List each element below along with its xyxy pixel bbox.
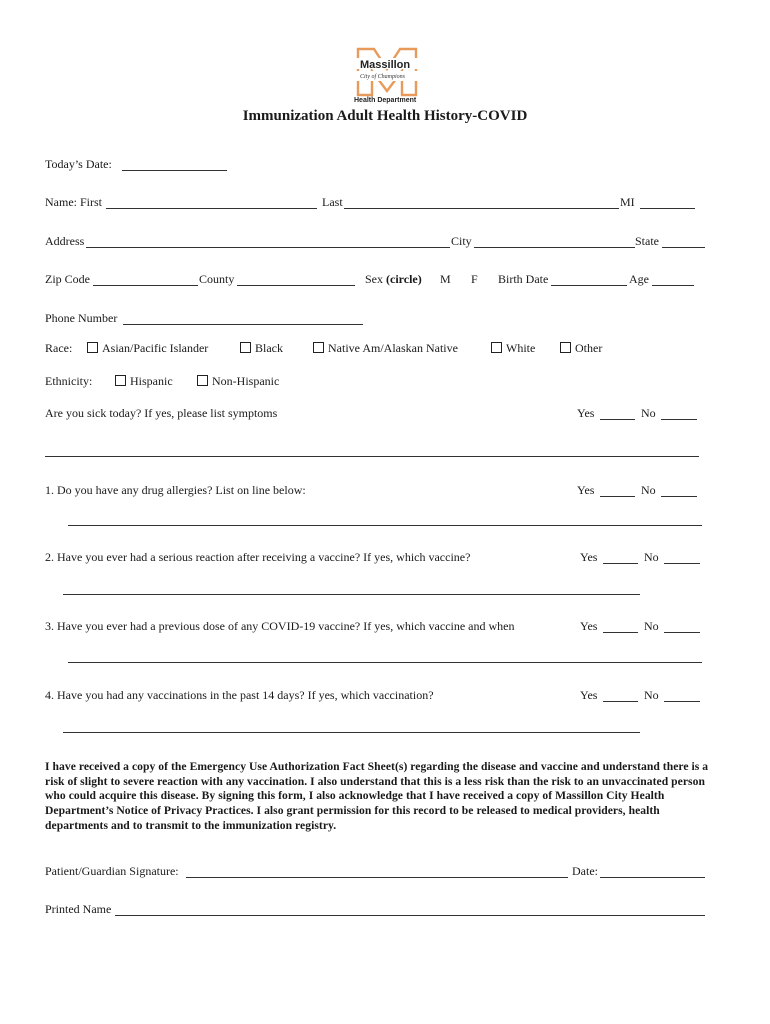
question-2-answer-field[interactable] (63, 594, 640, 595)
race-option-native[interactable]: Native Am/Alaskan Native (313, 341, 458, 356)
age-field[interactable] (652, 285, 694, 286)
state-label: State (635, 234, 659, 248)
question-3: 3. Have you ever had a previous dose of any COVID-19 vaccine? If yes, which vaccine and when (45, 619, 515, 633)
question-1: 1. Do you have any drug allergies? List on line below: (45, 483, 306, 497)
birth-date-label: Birth Date (498, 272, 549, 286)
race-option-other[interactable]: Other (560, 341, 602, 356)
middle-initial-field[interactable] (640, 208, 695, 209)
health-department-logo (352, 47, 422, 105)
question-3-yes-label: Yes (580, 619, 598, 633)
question-3-no-label: No (644, 619, 659, 633)
sick-no-label: No (641, 406, 656, 420)
zip-code-label: Zip Code (45, 272, 90, 286)
question-2-yes-label: Yes (580, 550, 598, 564)
sick-question: Are you sick today? If yes, please list symptoms (45, 406, 278, 420)
last-name-field[interactable] (344, 208, 619, 209)
sick-no-field[interactable] (661, 419, 697, 420)
ethnicity-option-non-hispanic[interactable]: Non-Hispanic (197, 374, 279, 389)
race-label: Race: (45, 341, 73, 355)
signature-field[interactable] (186, 877, 568, 878)
question-2: 2. Have you ever had a serious reaction after receiving a vaccine? If yes, which vaccine? (45, 550, 471, 564)
first-name-label: Name: First (45, 195, 102, 209)
checkbox[interactable] (313, 342, 324, 353)
city-label: City (451, 234, 472, 248)
question-1-no-label: No (641, 483, 656, 497)
checkbox[interactable] (560, 342, 571, 353)
checkbox[interactable] (115, 375, 126, 386)
age-label: Age (629, 272, 649, 286)
question-4-yes-label: Yes (580, 688, 598, 702)
ethnicity-option-hispanic[interactable]: Hispanic (115, 374, 173, 389)
signature-date-field[interactable] (600, 877, 705, 878)
race-option-asian[interactable]: Asian/Pacific Islander (87, 341, 208, 356)
question-3-answer-field[interactable] (68, 662, 702, 663)
city-field[interactable] (474, 247, 635, 248)
sex-label: Sex (circle) (365, 272, 422, 286)
todays-date-field[interactable] (122, 170, 227, 171)
question-1-no-field[interactable] (661, 496, 697, 497)
state-field[interactable] (662, 247, 705, 248)
checkbox[interactable] (87, 342, 98, 353)
phone-field[interactable] (123, 324, 363, 325)
last-name-label: Last (322, 195, 343, 209)
race-option-black[interactable]: Black (240, 341, 283, 356)
county-label: County (199, 272, 235, 286)
logo-name: Massillon (360, 59, 411, 71)
sick-yes-field[interactable] (600, 419, 635, 420)
middle-initial-label: MI (620, 195, 635, 209)
sick-yes-label: Yes (577, 406, 595, 420)
address-field[interactable] (86, 247, 450, 248)
question-4: 4. Have you had any vaccinations in the past 14 days? If yes, which vaccination? (45, 688, 434, 702)
printed-name-field[interactable] (115, 915, 705, 916)
first-name-field[interactable] (106, 208, 317, 209)
checkbox[interactable] (240, 342, 251, 353)
checkbox[interactable] (197, 375, 208, 386)
question-3-yes-field[interactable] (603, 632, 638, 633)
question-2-yes-field[interactable] (603, 563, 638, 564)
question-2-no-label: No (644, 550, 659, 564)
question-3-no-field[interactable] (664, 632, 700, 633)
question-1-yes-field[interactable] (600, 496, 635, 497)
logo-department: Health Department (354, 97, 417, 104)
signature-label: Patient/Guardian Signature: (45, 864, 179, 878)
signature-date-label: Date: (572, 864, 598, 878)
question-1-yes-label: Yes (577, 483, 595, 497)
form-title: Immunization Adult Health History-COVID (242, 108, 528, 124)
county-field[interactable] (237, 285, 355, 286)
todays-date-label: Today’s Date: (45, 157, 112, 171)
zip-code-field[interactable] (93, 285, 198, 286)
logo-tagline: City of Champions (360, 74, 406, 80)
question-2-no-field[interactable] (664, 563, 700, 564)
consent-statement: I have received a copy of the Emergency Use Authorization Fact Sheet(s) regarding the disease and vaccine and understand there is a risk of slight to severe reaction with any vaccination. I also understand that this is a less risk than the risk to an unvaccinated person who could acquire this disease. By signing this form, I also acknowledge that I have received a copy of Massillon City Health Department’s Notice of Privacy Practices. I also grant permission for this record to be released to medical providers, health departments and to transmit to the immunization registry. (45, 760, 709, 832)
question-4-yes-field[interactable] (603, 701, 638, 702)
checkbox[interactable] (491, 342, 502, 353)
question-4-no-field[interactable] (664, 701, 700, 702)
printed-name-label: Printed Name (45, 902, 112, 916)
question-4-no-label: No (644, 688, 659, 702)
question-4-answer-field[interactable] (63, 732, 640, 733)
race-option-white[interactable]: White (491, 341, 535, 356)
sex-option-f[interactable]: F (471, 272, 478, 286)
ethnicity-label: Ethnicity: (45, 374, 93, 388)
phone-label: Phone Number (45, 311, 118, 325)
symptoms-field[interactable] (45, 456, 699, 457)
question-1-answer-field[interactable] (68, 525, 702, 526)
birth-date-field[interactable] (551, 285, 627, 286)
sex-option-m[interactable]: M (440, 272, 451, 286)
address-label: Address (45, 234, 85, 248)
